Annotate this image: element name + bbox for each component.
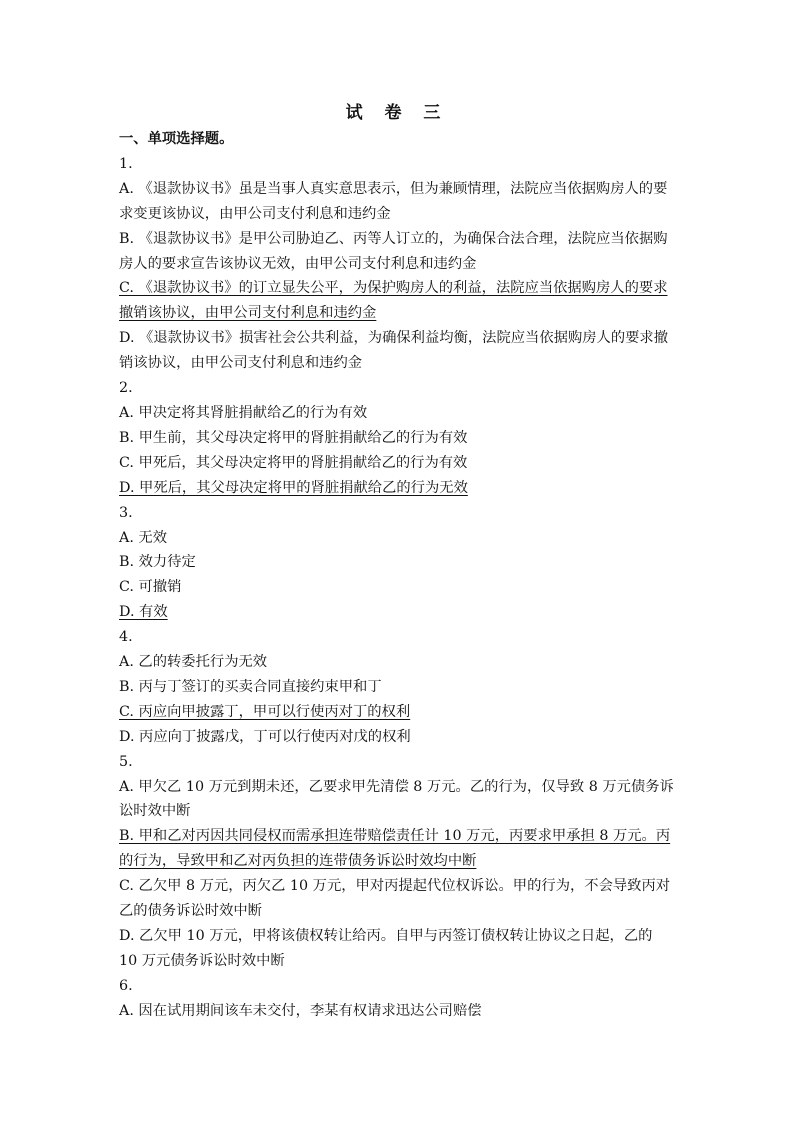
question-number: 4. xyxy=(119,629,133,646)
answer-option xyxy=(119,526,675,551)
answer-option-text: A. 甲欠乙 10 万元到期未还，乙要求甲先清偿 8 万元。乙的行为，仅导致 8 万元债务诉讼时效中断 xyxy=(119,778,674,820)
answer-option-text-correct: D. 甲死后，其父母决定将甲的肾脏捐献给乙的行为无效 xyxy=(119,479,468,496)
answer-option-text: C. 甲死后，其父母决定将甲的肾脏捐献给乙的行为有效 xyxy=(119,454,468,471)
answer-option xyxy=(119,227,675,277)
exam-title: 试 卷 三 xyxy=(345,103,449,123)
answer-option-text: B. 甲生前，其父母决定将甲的肾脏捐献给乙的行为有效 xyxy=(119,429,468,446)
answer-option xyxy=(119,401,675,426)
answer-option xyxy=(119,476,675,501)
answer-option-text: A. 因在试用期间该车未交付，李某有权请求迅达公司赔偿 xyxy=(119,1002,482,1019)
answer-option-text-correct: B. 甲和乙对丙因共同侵权而需承担连带赔偿责任计 10 万元，丙要求甲承担 8 万元。丙的行为，导致甲和乙对丙负担的连带债务诉讼时效均中断 xyxy=(119,828,671,870)
answer-option xyxy=(119,177,675,227)
answer-option xyxy=(119,600,675,625)
answer-option xyxy=(119,550,675,575)
section-heading: 一、单项选择题。 xyxy=(119,131,234,147)
answer-option xyxy=(119,426,675,451)
answer-option-text-correct: C. 《退款协议书》的订立显失公平，为保护购房人的利益，法院应当依据购房人的要求撤销该协议，由甲公司支付利息和违约金 xyxy=(119,280,668,322)
answer-option xyxy=(119,874,675,924)
answer-option-text-correct: D. 有效 xyxy=(119,604,168,621)
answer-option xyxy=(119,775,675,825)
answer-option xyxy=(119,725,675,750)
question-number: 6. xyxy=(119,977,133,994)
answer-option-text: A. 无效 xyxy=(119,529,168,546)
answer-option xyxy=(119,924,675,974)
answer-option xyxy=(119,575,675,600)
answer-option xyxy=(119,675,675,700)
answer-option-text: D. 《退款协议书》损害社会公共利益，为确保利益均衡，法院应当依据购房人的要求撤销该协议，由甲公司支付利息和违约金 xyxy=(119,330,669,372)
answer-option-text: B. 效力待定 xyxy=(119,554,196,571)
exam-content xyxy=(119,127,675,1024)
answer-option-text: A. 《退款协议书》虽是当事人真实意思表示，但为兼顾情理，法院应当依据购房人的要求变更该协议，由甲公司支付利息和违约金 xyxy=(119,180,668,222)
answer-option-text: B. 丙与丁签订的买卖合同直接约束甲和丁 xyxy=(119,678,382,695)
answer-option-text: A. 乙的转委托行为无效 xyxy=(119,654,268,671)
answer-option xyxy=(119,451,675,476)
answer-option-text: D. 丙应向丁披露戊，丁可以行使丙对戊的权利 xyxy=(119,728,411,745)
answer-option xyxy=(119,276,675,326)
answer-option-text-correct: C. 丙应向甲披露丁，甲可以行使丙对丁的权利 xyxy=(119,703,411,720)
answer-option-text: B. 《退款协议书》是甲公司胁迫乙、丙等人订立的，为确保合法合理，法院应当依据购房人的要求宣告该协议无效，由甲公司支付利息和违约金 xyxy=(119,230,668,272)
answer-option xyxy=(119,650,675,675)
answer-option-text: D. 乙欠甲 10 万元，甲将该债权转让给丙。自甲与丙签订债权转让协议之日起，乙的 10 万元债务诉讼时效中断 xyxy=(119,928,653,969)
answer-option xyxy=(119,999,675,1024)
answer-option xyxy=(119,700,675,725)
question-number: 3. xyxy=(119,504,133,521)
question-number: 2. xyxy=(119,380,133,397)
question-number: 1. xyxy=(119,155,133,172)
answer-option xyxy=(119,326,675,376)
answer-option-text: A. 甲决定将其肾脏捐献给乙的行为有效 xyxy=(119,404,368,421)
answer-option-text: C. 可撤销 xyxy=(119,579,182,596)
question-number: 5. xyxy=(119,753,133,770)
answer-option xyxy=(119,824,675,874)
answer-option-text: C. 乙欠甲 8 万元，丙欠乙 10 万元，甲对丙提起代位权诉讼。甲的行为，不会导致丙对乙的债务诉讼时效中断 xyxy=(119,878,671,920)
